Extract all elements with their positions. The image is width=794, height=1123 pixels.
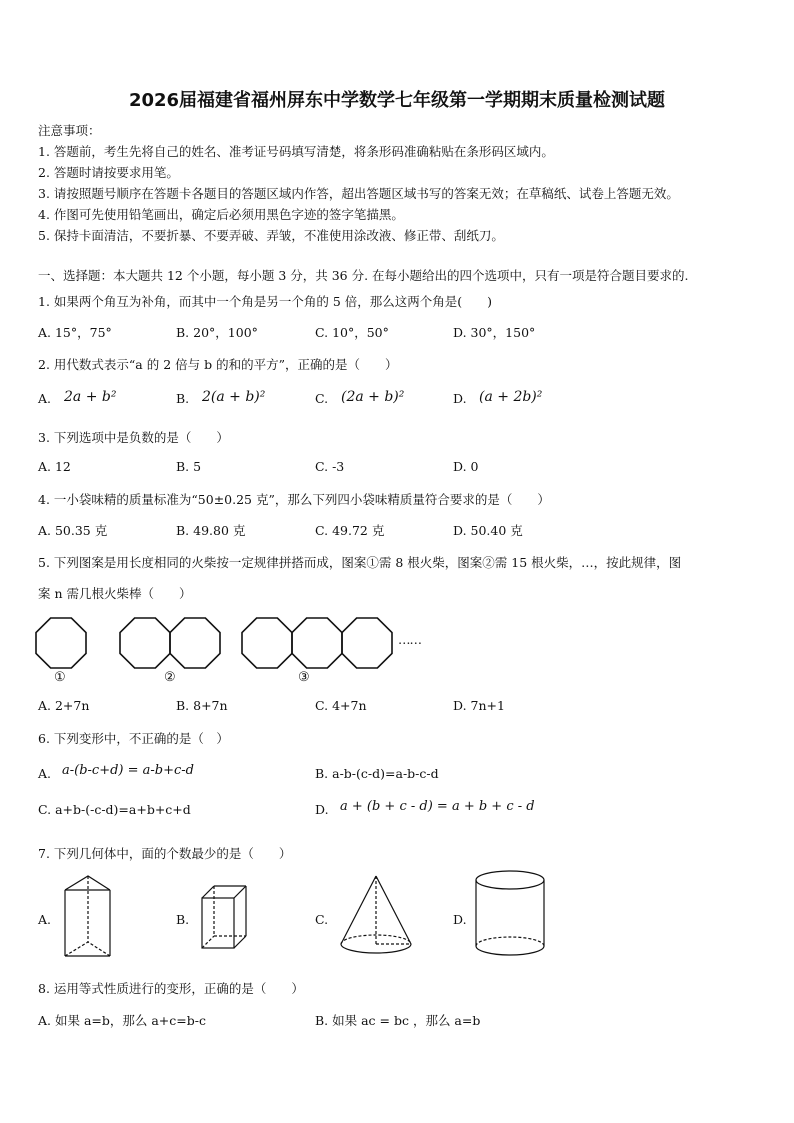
- q6-option-a-math: a-(b-c+d) = a-b+c-d: [62, 763, 195, 778]
- q4-option-d: D. 50.40 克: [453, 523, 523, 538]
- q6-label-d: D.: [315, 802, 329, 817]
- q4-option-b: B. 49.80 克: [176, 523, 246, 538]
- question-3-stem: 3. 下列选项中是负数的是（ ）: [38, 430, 229, 445]
- q1-option-b: B. 20°，100°: [176, 325, 258, 340]
- question-2-stem: 2. 用代数式表示“a 的 2 倍与 b 的和的平方”，正确的是（ ）: [38, 357, 398, 372]
- notice-item: 3. 请按照题号顺序在答题卡各题目的答题区域内作答，超出答题区域书写的答案无效；在草稿纸、试卷上答题无效。: [38, 186, 679, 201]
- section-heading: 一、选择题：本大题共 12 个小题，每小题 3 分，共 36 分. 在每小题给出的四个选项中，只有一项是符合题目要求的.: [38, 268, 689, 283]
- q6-option-b: B. a-b-(c-d)=a-b-c-d: [315, 766, 439, 781]
- q2-option-d-math: (a + 2b)²: [479, 389, 543, 405]
- q5-option-c: C. 4+7n: [315, 698, 367, 713]
- notice-item: 2. 答题时请按要求用笔。: [38, 165, 179, 180]
- q6-option-c: C. a+b-(-c-d)=a+b+c+d: [38, 802, 191, 817]
- question-5-stem-cont: 案 n 需几根火柴棒（ ）: [38, 586, 192, 601]
- q7-label-b: B.: [176, 912, 190, 927]
- q2-label-b: B.: [176, 391, 190, 406]
- q1-option-d: D. 30°，150°: [453, 325, 536, 340]
- q7-label-d: D.: [453, 912, 467, 927]
- cylinder-figure: [476, 871, 544, 955]
- notice-item: 5. 保持卡面清洁，不要折暴、不要弄破、弄皱，不准使用涂改液、修正带、刮纸刀。: [38, 228, 504, 243]
- question-1-stem: 1. 如果两个角互为补角，而其中一个角是另一个角的 5 倍，那么这两个角是( ): [38, 294, 493, 309]
- q1-option-c: C. 10°，50°: [315, 325, 389, 340]
- question-4-stem: 4. 一小袋味精的质量标准为“50±0.25 克”，那么下列四小袋味精质量符合要求的是（ ）: [38, 492, 550, 507]
- q4-option-a: A. 50.35 克: [38, 523, 108, 538]
- q5-option-a: A. 2+7n: [38, 698, 90, 713]
- q3-option-b: B. 5: [176, 459, 202, 474]
- q3-option-a: A. 12: [38, 459, 71, 474]
- q8-option-b: B. 如果 ac = bc ，那么 a=b: [315, 1013, 481, 1028]
- q5-option-b: B. 8+7n: [176, 698, 228, 713]
- question-8-stem: 8. 运用等式性质进行的变形，正确的是（ ）: [38, 981, 304, 996]
- page-title: 2026届福建省福州屏东中学数学七年级第一学期期末质量检测试题: [128, 90, 666, 111]
- q2-option-a-math: 2a + b²: [64, 389, 117, 405]
- q2-option-c-math: (2a + b)²: [341, 389, 405, 405]
- q4-option-c: C. 49.72 克: [315, 523, 385, 538]
- triangular-prism-figure: [65, 876, 110, 956]
- notice-heading: 注意事项：: [38, 123, 101, 138]
- q2-label-a: A.: [38, 391, 52, 406]
- q6-label-a: A.: [38, 766, 52, 781]
- notice-item: 4. 作图可先使用铅笔画出，确定后必须用黑色字迹的签字笔描黑。: [38, 207, 404, 222]
- cuboid-figure: [202, 886, 246, 948]
- q8-option-a: A. 如果 a=b，那么 a+c=b-c: [38, 1013, 206, 1028]
- q7-label-c: C.: [315, 912, 329, 927]
- q3-option-c: C. -3: [315, 459, 345, 474]
- q6-option-d-math: a + (b + c - d) = a + b + c - d: [340, 799, 535, 814]
- cone-figure: [341, 876, 411, 953]
- q7-label-a: A.: [38, 912, 52, 927]
- q3-option-d: D. 0: [453, 459, 479, 474]
- q5-option-d: D. 7n+1: [453, 698, 505, 713]
- q1-option-a: A. 15°，75°: [38, 325, 112, 340]
- continuation-dots: ……: [398, 632, 421, 647]
- figure-label-2: ②: [164, 670, 176, 685]
- q2-label-d: D.: [453, 391, 467, 406]
- question-6-stem: 6. 下列变形中，不正确的是（ ）: [38, 731, 229, 746]
- q2-label-c: C.: [315, 391, 329, 406]
- figure-label-1: ①: [54, 670, 66, 685]
- q2-option-b-math: 2(a + b)²: [202, 389, 266, 405]
- question-7-stem: 7. 下列几何体中，面的个数最少的是（ ）: [38, 846, 292, 861]
- figure-label-3: ③: [298, 670, 310, 685]
- question-5-stem: 5. 下列图案是用长度相同的火柴按一定规律拼搭而成，图案①需 8 根火柴，图案②需 15 根火柴，…，按此规律，图: [38, 555, 682, 570]
- notice-item: 1. 答题前，考生先将自己的姓名、准考证号码填写清楚，将条形码准确粘贴在条形码区域内。: [38, 144, 554, 159]
